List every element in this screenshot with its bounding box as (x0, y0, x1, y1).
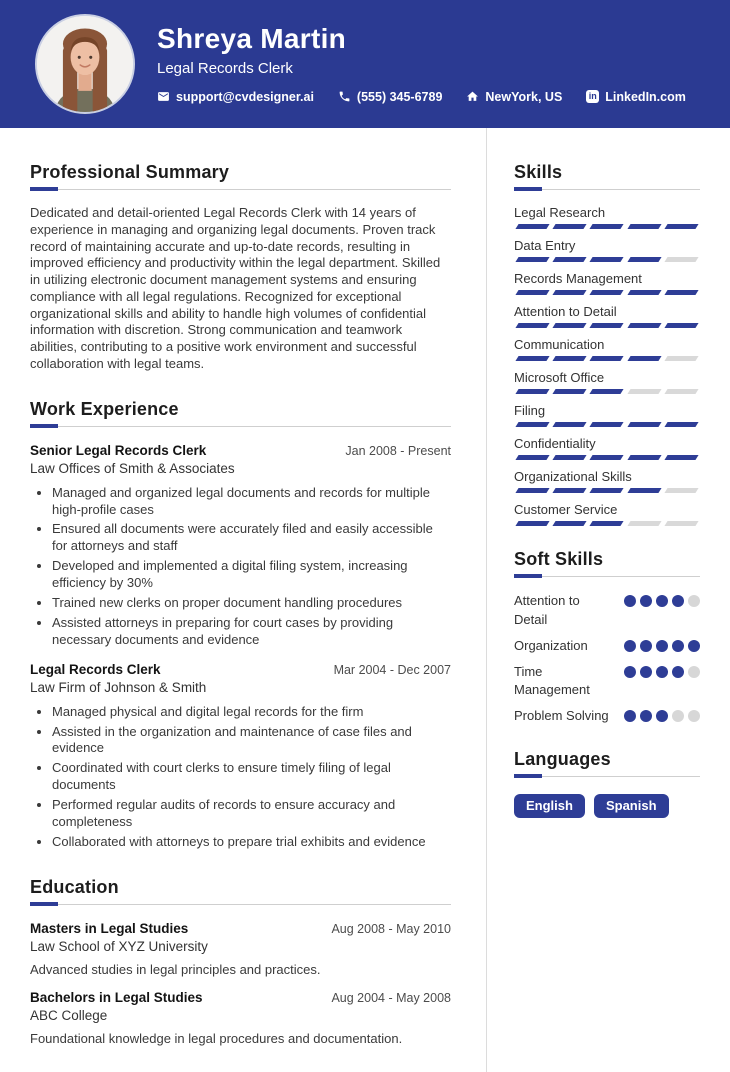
skill-level-bar (514, 521, 700, 526)
resume-header (0, 0, 730, 128)
skill-item (514, 205, 700, 229)
job-entry (30, 443, 451, 649)
summary-heading: Professional Summary (30, 162, 230, 182)
location-item (466, 90, 562, 104)
heading-rule (30, 188, 451, 193)
home-icon (466, 90, 479, 103)
skill-name: Attention to Detail (514, 304, 617, 319)
soft-skill-dots (624, 592, 700, 630)
skill-level-bar (514, 323, 700, 328)
job-title: Senior Legal Records Clerk (30, 442, 207, 458)
job-bullet: • Performed regular audits of records to ensure accuracy and completeness (52, 797, 451, 831)
soft-skill-item (514, 707, 700, 726)
skill-name: Organizational Skills (514, 469, 632, 484)
soft-skill-item (514, 637, 700, 656)
job-date: Jan 2008 - Present (345, 443, 451, 458)
degree-date: Aug 2008 - May 2010 (331, 921, 451, 936)
phone-link[interactable] (338, 90, 442, 104)
skill-item (514, 337, 700, 361)
job-bullet: • Coordinated with court clerks to ensure timely filing of legal documents (52, 760, 451, 794)
job-bullet: • Developed and implemented a digital filing system, increasing efficiency by 30% (52, 558, 451, 592)
skill-level-bar (514, 389, 700, 394)
language-badge: Spanish (594, 794, 669, 818)
job-bullet: • Managed physical and digital legal records for the firm (52, 704, 451, 721)
skill-item (514, 502, 700, 526)
language-badge: English (514, 794, 585, 818)
experience-heading: Work Experience (30, 398, 179, 419)
soft-skill-name: Problem Solving (514, 708, 609, 724)
school-name: Law School of XYZ University (30, 938, 208, 954)
person-name: Shreya Martin (157, 22, 347, 54)
heading-rule (514, 575, 700, 580)
skill-level-bar (514, 290, 700, 295)
skill-level-bar (514, 422, 700, 427)
soft-skill-name: Attention to Detail (514, 593, 580, 627)
resume-body (0, 128, 730, 1072)
languages-section (514, 749, 700, 818)
skill-name: Confidentiality (514, 436, 596, 451)
languages-heading: Languages (514, 749, 611, 770)
linkedin-icon: in (586, 90, 599, 103)
linkedin-link[interactable] (586, 90, 686, 104)
skills-section (514, 162, 700, 526)
skill-level-bar (514, 224, 700, 229)
skill-name: Filing (514, 403, 546, 418)
skill-level-bar (514, 257, 700, 262)
job-bullet-list (30, 485, 451, 649)
job-bullet: • Assisted in the organization and maintenance of case files and evidence (52, 724, 451, 758)
job-title: Legal Records Clerk (30, 661, 161, 677)
soft-skills-heading: Soft Skills (514, 549, 604, 569)
phone-text: (555) 345-6789 (356, 89, 443, 104)
job-bullet: • Ensured all documents were accurately filed and easily accessible for attorneys and staff (52, 521, 451, 555)
skill-item (514, 238, 700, 262)
skill-name: Data Entry (514, 238, 576, 253)
job-date: Mar 2004 - Dec 2007 (333, 662, 451, 677)
job-bullet-list (30, 704, 451, 851)
summary-section (30, 162, 451, 373)
skills-heading: Skills (514, 162, 563, 182)
heading-rule (30, 903, 451, 908)
skill-level-bar (514, 488, 700, 493)
school-name: ABC College (30, 1007, 108, 1023)
degree-description: Advanced studies in legal principles and practices. (30, 961, 321, 977)
soft-skills-section (514, 549, 700, 726)
skill-level-bar (514, 356, 700, 361)
soft-skill-item (514, 663, 700, 701)
degree-title: Bachelors in Legal Studies (30, 989, 203, 1005)
job-company: Law Firm of Johnson & Smith (30, 679, 207, 695)
soft-skill-dots (624, 637, 700, 656)
linkedin-text: LinkedIn.com (605, 89, 686, 104)
skill-name: Records Management (514, 271, 642, 286)
education-entry (30, 990, 451, 1046)
job-bullet: • Trained new clerks on proper document handling procedures (52, 595, 451, 612)
job-bullet: • Assisted attorneys in preparing for court cases by providing necessary documents and evidence (52, 615, 451, 649)
education-section (30, 877, 451, 1046)
skill-item (514, 304, 700, 328)
heading-rule (514, 775, 700, 780)
skill-name: Communication (514, 337, 605, 352)
phone-icon (338, 90, 351, 103)
avatar-portrait-illustration (37, 16, 133, 112)
email-icon (157, 90, 170, 103)
person-job-title: Legal Records Clerk (157, 59, 293, 77)
skill-level-bar (514, 455, 700, 460)
job-bullet: • Managed and organized legal documents and records for multiple high-profile cases (52, 485, 451, 519)
summary-text: Dedicated and detail-oriented Legal Records Clerk with 14 years of experience in managing and organizing legal documents. Proven track record of maintaining accurate and up-to-date records, resulting in improved efficiency and productivity within the legal department. Skilled in utilizing electronic document management systems and ensuring compliance with all legal regulations. Recognized for exceptional organizational skills and ability to handle high volumes of confidential information with discretion. Strong communication and teamwork abilities, contributing to a positive work environment and successful collaboration with legal teams. (30, 205, 441, 371)
soft-skill-name: Time Management (514, 663, 590, 698)
education-heading: Education (30, 876, 119, 897)
job-company: Law Offices of Smith & Associates (30, 460, 235, 476)
skill-name: Legal Research (514, 205, 606, 220)
sidebar-column (487, 128, 730, 1072)
heading-rule (514, 188, 700, 193)
degree-description: Foundational knowledge in legal procedures and documentation. (30, 1030, 403, 1046)
skill-item (514, 403, 700, 427)
soft-skill-item (514, 592, 700, 630)
language-badges (514, 794, 700, 818)
skill-name: Microsoft Office (514, 370, 605, 385)
education-entry (30, 921, 451, 977)
email-link[interactable] (157, 90, 314, 104)
skill-item (514, 370, 700, 394)
skill-item (514, 436, 700, 460)
degree-date: Aug 2004 - May 2008 (331, 990, 451, 1005)
contact-row (157, 90, 686, 104)
skills-list (514, 205, 700, 526)
soft-skill-dots (624, 707, 700, 726)
location-text: NewYork, US (485, 89, 563, 104)
main-column (0, 128, 487, 1072)
skill-item (514, 271, 700, 295)
soft-skill-dots (624, 663, 700, 701)
avatar (35, 14, 135, 114)
job-bullet: • Collaborated with attorneys to prepare trial exhibits and evidence (52, 834, 451, 851)
skill-name: Customer Service (514, 502, 618, 517)
skill-item (514, 469, 700, 493)
degree-title: Masters in Legal Studies (30, 920, 189, 936)
email-text: support@cvdesigner.ai (176, 89, 314, 104)
experience-section (30, 399, 451, 851)
heading-rule (30, 425, 451, 430)
job-entry (30, 662, 451, 851)
soft-skill-name: Organization (514, 637, 588, 653)
soft-skills-list (514, 592, 700, 726)
